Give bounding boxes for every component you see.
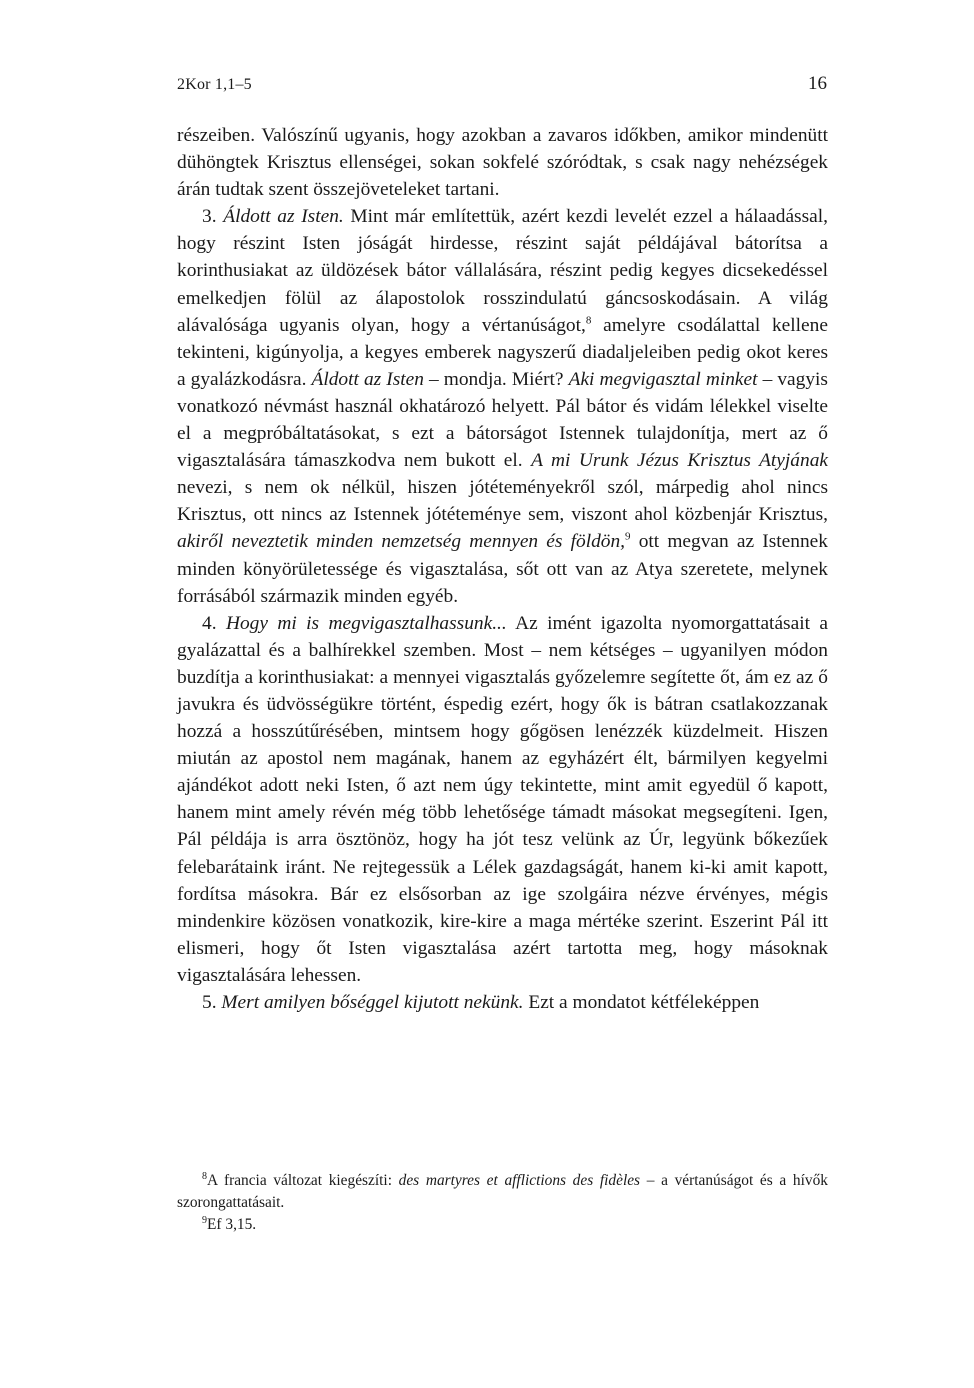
verse-number: 5. xyxy=(202,992,217,1013)
body-text xyxy=(177,122,828,1016)
verse-lemma: Áldott az Isten. xyxy=(223,206,344,228)
paragraph: részeiben. Valószínű ugyanis, hogy azokban a zavaros időkben, amikor mindenütt dühöngtek Krisztus ellenségei, sokan sokfelé szóródtak, s csak nagy nehézségek árán tudtak szent összejöveteleket tartani. xyxy=(177,125,828,201)
footnote-mark: 8 xyxy=(202,1170,207,1182)
paragraph-verse-3: 3. Áldott az Isten. Mint már említettük, azért kezdi levelét ezzel a hálaadással, hogy részint Isten jóságát hirdesse, részint saját példájával bátorítsa a korinthusiakat az üldözések bátor vállalására, részint pedig kegyes dicsekedéssel emelkedjen fölül az álapostolok rosszindulatú gáncsoskodásain. A világ alávalósága ugyanis olyan, hogy a vértanúságot,$^8$ amelyre csodálattal kellene tekinteni, kigúnyolja, a kegyes emberek nagyszerű diadaljeleiben pedig okot keres a gyalázkodásra. Áldott az Isten – mondja. Miért? Aki megvigasztal minket – vagyis vonatkozó névmást használ okhatározó helyett. Pál bátor és vidám lélekkel viselte el a megpróbáltatásokat, s ezt a bátorságot Istennek tulajdonítja, mert az ő vigasztalására támaszkodva nem bukott el. A mi Urunk Jézus Krisztus Atyjának nevezi, s nem ok nélkül, hiszen jótéteményekről szól, márpedig ahol nincs Krisztus, ott nincs az Istennek jótéteménye sem, viszont ahol közbenjár Krisztus, akiről neveztetik minden nemzetség mennyen és földön,$^9$ ott megvan az Istennek minden könyörületessége és vigasztalása, sőt ott van az Atya szeretete, melynek forrásából származik minden egyéb. xyxy=(177,206,828,607)
verse-lemma: Hogy mi is megvigasztalhassunk... xyxy=(225,612,507,634)
running-head: 2Kor 1,1–5 xyxy=(177,76,252,93)
footnotes xyxy=(177,1170,828,1236)
footnote-ref-8: 8 xyxy=(585,314,592,327)
paragraph-verse-5: 5. Mert amilyen bőséggel kijutott nekünk. Ezt a mondatot kétféleképpen xyxy=(202,992,760,1013)
verse-number: 4. xyxy=(202,612,217,634)
footnote-8: $^8$A francia változat kiegészíti: des martyres et afflictions des fidèles – a vértanúságot és a hívők szorongattatásait. xyxy=(177,1170,828,1211)
page-number: 16 xyxy=(808,73,827,94)
footnote-ref-9: 9 xyxy=(625,530,631,543)
verse-lemma: Mert amilyen bőséggel kijutott nekünk. xyxy=(221,992,524,1013)
footnote-mark: 9 xyxy=(202,1214,207,1226)
footnote-9: $^9$Ef 3,15. xyxy=(202,1214,257,1233)
verse-number: 3. xyxy=(202,206,217,228)
paragraph-verse-4: 4. Hogy mi is megvigasztalhassunk... Az imént igazolta nyomorgattatásait a gyalázattal és a balhírekkel szemben. Most – nem kétséges – ugyanilyen módon buzdítja a korinthusiakat: a mennyei vigasztalás győzelemre segítette őt, ám ez az ő javukra és üdvösségükre történt, éspedig ezért, hogy ők is bátran csatlakozzanak hozzá a hosszútűrésében, mintsem hogy gőgösen lenézzék küzdelmeit. Hiszen miután az apostol nem magának, hanem az egyházért élt, bármilyen kegyelmi ajándékot adott neki Isten, ő azt nem úgy tekintette, mint amit egyedül ő kapott, hanem mint amely révén még több lehetősége támadt másokat megsegíteni. Igen, Pál példája is arra ösztönöz, hogy ha jót tesz velünk az Úr, legyünk bőkezűek felebarátaink iránt. Ne rejtegessük a Lélek gazdagságát, hanem ki-ki amit kapott, fordítsa másokra. Bár ez elsősorban az ige szolgáira nézve érvényes, mégis mindenkire közösen vonatkozik, kire-kire a maga mértéke szerint. Eszerint Pál itt elismeri, hogy őt Isten vigasztalása azért tartotta meg, hogy másoknak vigasztalására lehessen. xyxy=(177,612,828,986)
